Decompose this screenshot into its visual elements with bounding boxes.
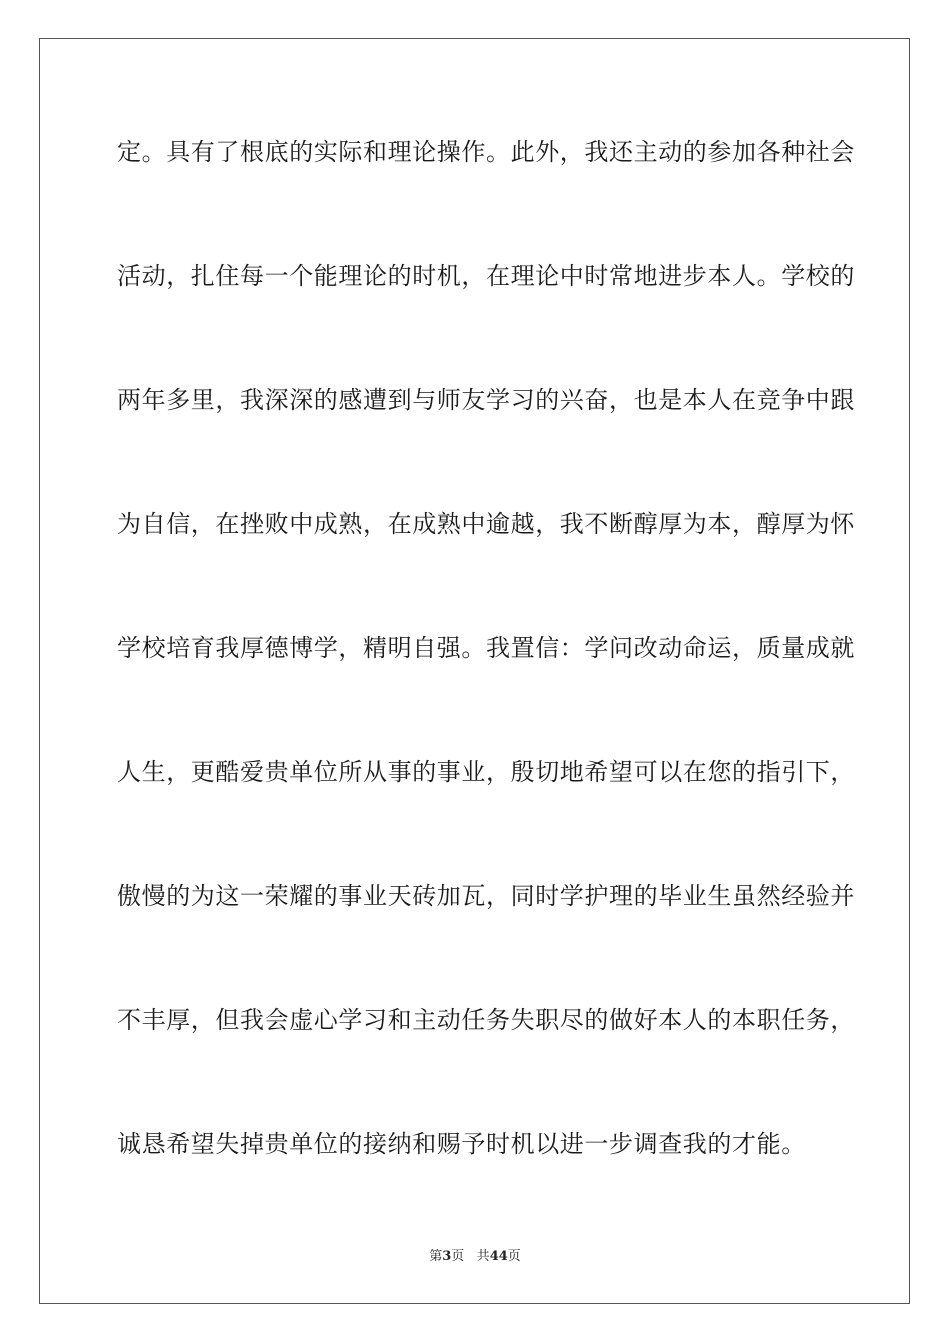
body-text-line: 不丰厚，但我会虚心学习和主动任务失职尽的做好本人的本职任务， (117, 1006, 855, 1034)
body-text-line: 学校培育我厚德博学，精明自强。我置信：学问改动命运，质量成就 (117, 634, 855, 662)
body-text-line: 傲慢的为这一荣耀的事业天砖加瓦，同时学护理的毕业生虽然经验并 (117, 882, 855, 910)
page-border (39, 38, 910, 1304)
page-suffix: 页 (451, 1249, 465, 1264)
total-prefix: 共 (476, 1249, 490, 1264)
page-number: 3 (442, 1249, 452, 1264)
total-pages: 44 (489, 1249, 508, 1264)
body-text-line: 诚恳希望失掉贵单位的接纳和赐予时机以进一步调查我的才能。 (117, 1130, 806, 1158)
body-text-line: 定。具有了根底的实际和理论操作。此外，我还主动的参加各种社会 (117, 138, 855, 166)
page-footer (0, 1248, 950, 1266)
body-text-line: 为自信，在挫败中成熟，在成熟中逾越，我不断醇厚为本，醇厚为怀 (117, 510, 855, 538)
page-prefix: 第 (429, 1249, 443, 1264)
body-text-line: 两年多里，我深深的感遭到与师友学习的兴奋，也是本人在竞争中跟 (117, 386, 855, 414)
body-text-line: 活动，扎住每一个能理论的时机，在理论中时常地进步本人。学校的 (117, 262, 855, 290)
body-text-line: 人生，更酷爱贵单位所从事的事业，殷切地希望可以在您的指引下， (117, 758, 855, 786)
total-suffix: 页 (507, 1249, 521, 1264)
